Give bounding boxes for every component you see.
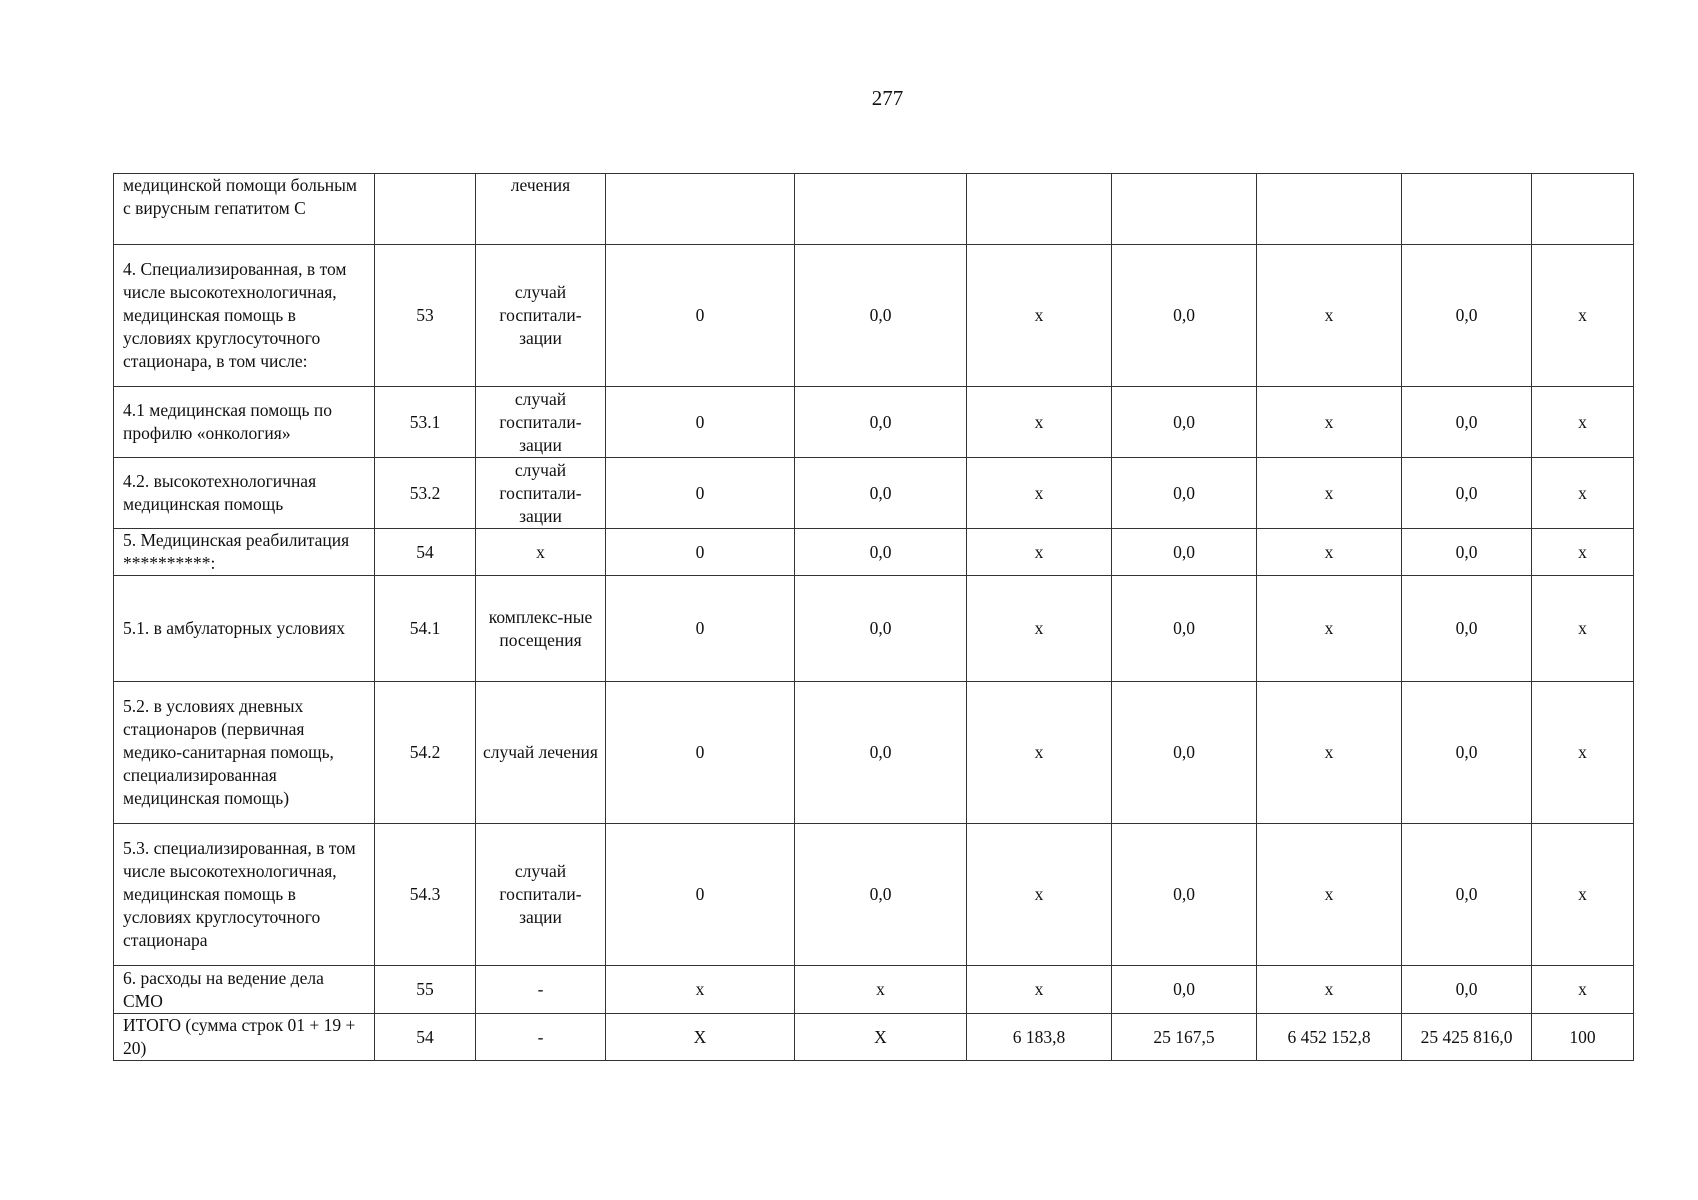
row-name: 5.1. в амбулаторных условиях [114, 576, 375, 682]
row-name: 4. Специализированная, в том числе высокотехнологичная, медицинская помощь в условиях круглосуточного стационара, в том числе: [114, 245, 375, 387]
row-cell: 0,0 [1112, 387, 1257, 458]
row-cell: х [967, 682, 1112, 824]
row-cell: 0,0 [1112, 824, 1257, 966]
row-cell: 0 [606, 824, 795, 966]
row-unit: х [476, 529, 606, 576]
table-row [114, 529, 1634, 576]
row-cell: х [1257, 682, 1402, 824]
row-cell: х [967, 458, 1112, 529]
row-cell: х [967, 576, 1112, 682]
row-cell: 0 [606, 682, 795, 824]
row-cell: х [1257, 458, 1402, 529]
row-line-number: 54.3 [375, 824, 476, 966]
row-cell: X [606, 1014, 795, 1061]
table-row [114, 966, 1634, 1014]
row-cell: 0 [606, 529, 795, 576]
row-unit: - [476, 966, 606, 1014]
row-cell: х [967, 529, 1112, 576]
row-unit: случай госпитали-зации [476, 245, 606, 387]
row-cell: 0,0 [795, 245, 967, 387]
row-cell [967, 174, 1112, 245]
row-cell: х [967, 966, 1112, 1014]
row-name: 6. расходы на ведение дела СМО [114, 966, 375, 1014]
page-number: 277 [871, 86, 904, 110]
row-cell: х [1532, 682, 1634, 824]
row-cell: 0,0 [1402, 682, 1532, 824]
row-cell: 0,0 [1402, 387, 1532, 458]
table-row [114, 458, 1634, 529]
row-cell: 0,0 [1112, 245, 1257, 387]
row-line-number: 54 [375, 529, 476, 576]
row-cell: 0,0 [795, 682, 967, 824]
table-row [114, 824, 1634, 966]
row-cell: 0,0 [795, 824, 967, 966]
row-cell [1257, 174, 1402, 245]
row-cell: 6 452 152,8 [1257, 1014, 1402, 1061]
row-cell: х [967, 824, 1112, 966]
row-unit: лечения [476, 174, 606, 245]
row-cell: х [1257, 529, 1402, 576]
row-cell: 0,0 [795, 529, 967, 576]
row-name: 5.3. специализированная, в том числе высокотехнологичная, медицинская помощь в условиях круглосуточного стационара [114, 824, 375, 966]
row-cell: х [1532, 824, 1634, 966]
row-cell: 0,0 [1112, 458, 1257, 529]
row-cell: X [795, 1014, 967, 1061]
row-name: медицинской помощи больным с вирусным гепатитом С [114, 174, 375, 245]
row-name: 4.2. высокотехнологичная медицинская помощь [114, 458, 375, 529]
row-unit: комплекс-ные посещения [476, 576, 606, 682]
row-cell: х [967, 387, 1112, 458]
row-cell: х [1532, 458, 1634, 529]
row-line-number: 53.2 [375, 458, 476, 529]
row-cell: 0,0 [1402, 576, 1532, 682]
row-line-number: 54.1 [375, 576, 476, 682]
row-cell: 0 [606, 458, 795, 529]
row-line-number: 53.1 [375, 387, 476, 458]
row-line-number: 55 [375, 966, 476, 1014]
row-cell: х [795, 966, 967, 1014]
row-cell: х [1532, 576, 1634, 682]
row-cell: х [1532, 245, 1634, 387]
row-unit: - [476, 1014, 606, 1061]
financing-table [113, 173, 1634, 1061]
row-line-number: 54.2 [375, 682, 476, 824]
row-cell: 0,0 [1402, 458, 1532, 529]
table-row [114, 576, 1634, 682]
row-cell: х [967, 245, 1112, 387]
row-cell: 25 425 816,0 [1402, 1014, 1532, 1061]
row-line-number [375, 174, 476, 245]
row-unit: случай госпитали-зации [476, 387, 606, 458]
row-cell: х [1532, 966, 1634, 1014]
row-cell: 0,0 [1112, 682, 1257, 824]
row-cell [1532, 174, 1634, 245]
row-name: 5.2. в условиях дневных стационаров (первичная медико-санитарная помощь, специализированная медицинская помощь) [114, 682, 375, 824]
row-cell [606, 174, 795, 245]
row-cell: 0,0 [1402, 824, 1532, 966]
table-row [114, 682, 1634, 824]
row-cell: х [1532, 529, 1634, 576]
row-unit: случай лечения [476, 682, 606, 824]
row-cell: 0,0 [1112, 576, 1257, 682]
row-cell: 0,0 [1112, 966, 1257, 1014]
row-cell: 0,0 [795, 576, 967, 682]
row-line-number: 54 [375, 1014, 476, 1061]
row-cell: 25 167,5 [1112, 1014, 1257, 1061]
row-cell: 0,0 [1402, 245, 1532, 387]
row-name: ИТОГО (сумма строк 01 + 19 + 20) [114, 1014, 375, 1061]
row-cell: 0 [606, 245, 795, 387]
row-cell: х [1257, 245, 1402, 387]
row-cell [1402, 174, 1532, 245]
row-cell: 0,0 [1402, 966, 1532, 1014]
table-row [114, 174, 1634, 245]
row-cell: 0,0 [795, 387, 967, 458]
row-cell: 0 [606, 387, 795, 458]
row-cell: х [1257, 966, 1402, 1014]
row-unit: случай госпитали-зации [476, 458, 606, 529]
row-cell [795, 174, 967, 245]
row-cell [1112, 174, 1257, 245]
row-cell: 6 183,8 [967, 1014, 1112, 1061]
row-cell: 0 [606, 576, 795, 682]
row-line-number: 53 [375, 245, 476, 387]
row-unit: случай госпитали-зации [476, 824, 606, 966]
row-cell: х [1257, 387, 1402, 458]
row-cell: 0,0 [1402, 529, 1532, 576]
row-name: 5. Медицинская реабилитация **********: [114, 529, 375, 576]
row-cell: 0,0 [1112, 529, 1257, 576]
table-row-total [114, 1014, 1634, 1061]
row-cell: х [606, 966, 795, 1014]
row-cell: 100 [1532, 1014, 1634, 1061]
table-row [114, 245, 1634, 387]
row-cell: 0,0 [795, 458, 967, 529]
table-row [114, 387, 1634, 458]
row-cell: х [1532, 387, 1634, 458]
row-cell: х [1257, 576, 1402, 682]
row-cell: х [1257, 824, 1402, 966]
row-name: 4.1 медицинская помощь по профилю «онкология» [114, 387, 375, 458]
